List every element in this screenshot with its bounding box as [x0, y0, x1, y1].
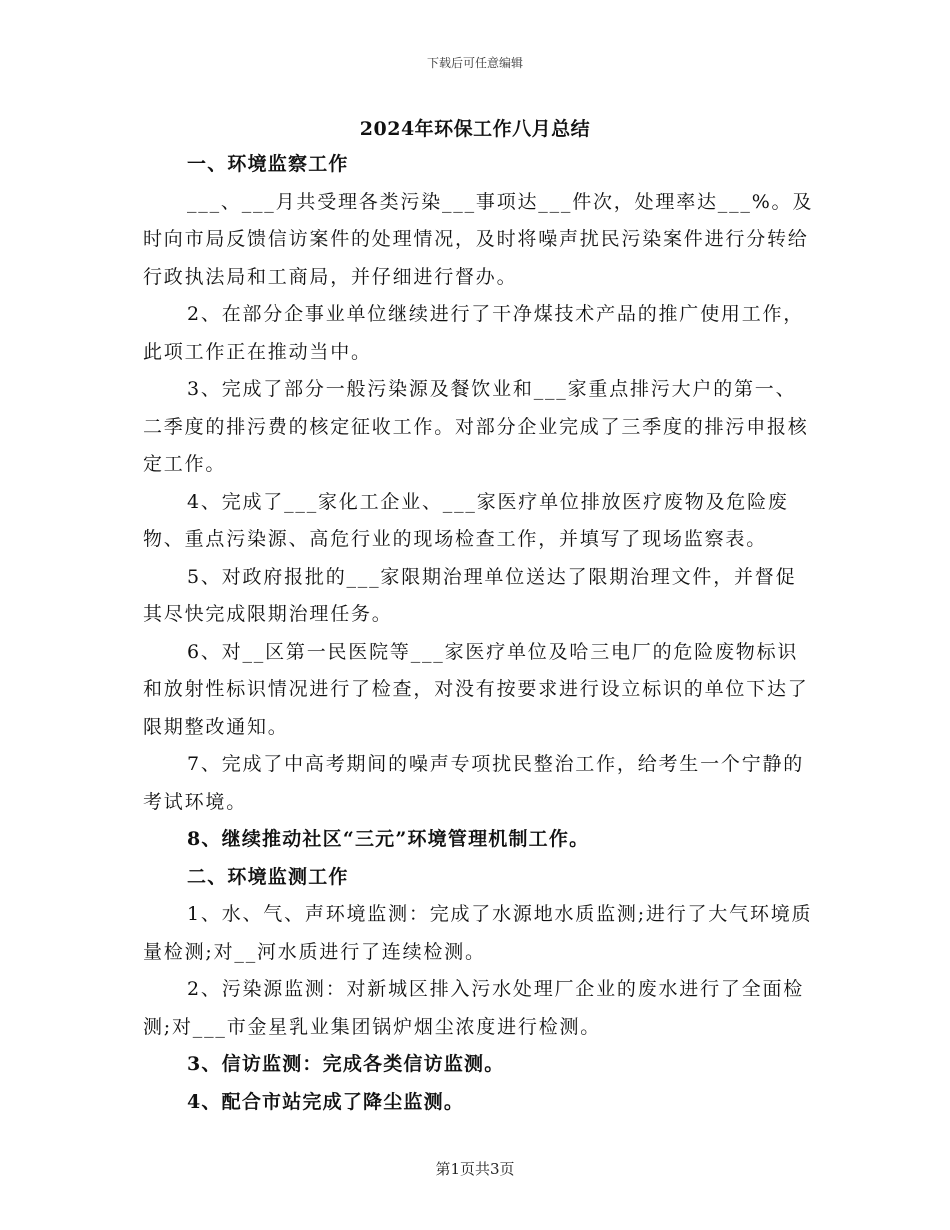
paragraph-bold: 8、继续推动社区“三元”环境管理机制工作。	[187, 828, 590, 850]
paragraph: 5、对政府报批的___家限期治理单位送达了限期治理文件，并督促其尽快完成限期治理任务。	[143, 565, 797, 625]
document-title: 2024年环保工作八月总结	[359, 118, 591, 140]
paragraph: 6、对__区第一民医院等___家医疗单位及哈三电厂的危险废物标识和放射性标识情况进行了检查，对没有按要求进行设立标识的单位下达了限期整改通知。	[143, 640, 809, 738]
paragraph: 2、污染源监测：对新城区排入污水处理厂企业的废水进行了全面检测;对___市金星乳业集团锅炉烟尘浓度进行检测。	[143, 978, 805, 1038]
paragraph: ___、___月共受理各类污染___事项达___件次，处理率达___%。及时向市局反馈信访案件的处理情况，及时将噪声扰民污染案件进行分转给行政执法局和工商局，并仔细进行督办。	[143, 190, 814, 288]
document-body	[143, 146, 815, 1121]
paragraph-bold: 4、配合市站完成了降尘监测。	[187, 1090, 465, 1113]
section-heading-monitoring-inspection: 一、环境监察工作	[187, 153, 349, 175]
paragraph: 1、水、气、声环境监测：完成了水源地水质监测;进行了大气环境质量检测;对__河水质进行了连续检测。	[143, 903, 813, 963]
page-footer: 第1页共3页	[435, 1160, 515, 1178]
paragraph: 7、完成了中高考期间的噪声专项扰民整治工作，给考生一个宁静的考试环境。	[143, 753, 805, 813]
paragraph: 2、在部分企事业单位继续进行了干净煤技术产品的推广使用工作，此项工作正在推动当中。	[143, 303, 805, 363]
section-heading-environmental-monitoring: 二、环境监测工作	[187, 865, 349, 888]
header-note: 下载后可任意编辑	[426, 56, 523, 70]
paragraph: 3、完成了部分一般污染源及餐饮业和___家重点排污大户的第一、二季度的排污费的核定征收工作。对部分企业完成了三季度的排污申报核定工作。	[143, 378, 809, 475]
paragraph-bold: 3、信访监测：完成各类信访监测。	[187, 1053, 505, 1075]
paragraph: 4、完成了___家化工企业、___家医疗单位排放医疗废物及危险废物、重点污染源、高危行业的现场检查工作，并填写了现场监察表。	[143, 490, 789, 550]
